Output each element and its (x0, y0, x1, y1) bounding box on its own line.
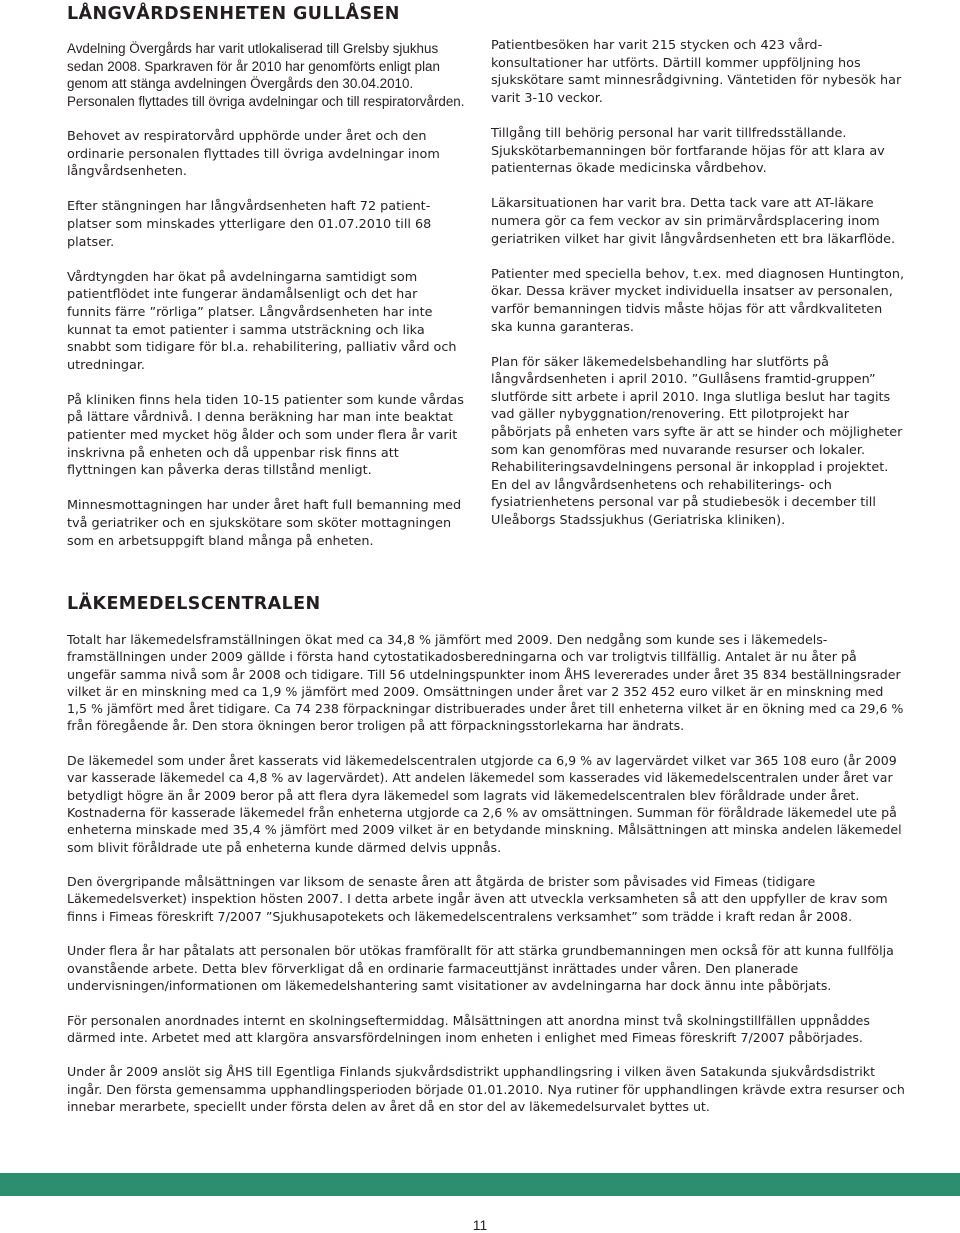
left-column (67, 40, 465, 550)
paragraph: På kliniken finns hela tiden 10-15 patienter som kunde vårdas på lättare vårdnivå. I denna beräkning har man inte beaktat patienter med mycket hög ålder och som under flera år varit inskrivna på enheten och då uppenbar risk finns att flyttningen kan påverka deras tillstånd menligt. (67, 392, 464, 479)
paragraph: Under år 2009 anslöt sig ÅHS till Egentliga Finlands sjukvårdsdistrikt upphandlingsring i vilken även Satakunda sjukvårdsdistrikt ingår. Den första gemensamma upphandlingsperioden började 01.01.2010. Nya rutiner för upphandlingen krävde extra resurser och innebar merarbete, speciellt under första delen av året då en stor del av läkemedelsurvalet byttes ut. (67, 1064, 905, 1115)
paragraph: Patientbesöken har varit 215 stycken och 423 vårdkonsultationer har utförts. Därtill kommer uppföljning hos sjukskötare samt minnesrådgivning. Väntetiden för nybesök har varit 3-10 veckor. (491, 38, 902, 106)
paragraph: Totalt har läkemedelsframställningen ökat med ca 34,8 % jämfört med 2009. Den nedgång som kunde ses i läkemedelsframställningen under 2009 gällde i första hand cytostatikadosberedningarna och var troligtvis tillfällig. Antalet är nu åter på ungefär samma nivå som år 2008 och tidigare. Till 56 utdelningspunkter inom ÅHS levererades under året 35 834 beställningsrader vilket är en minskning med ca 1,9 % jämfört med 2009. Omsättningen under året var 2 352 452 euro vilket är en minskning med 1,5 % jämfört med året tidigare. Ca 74 238 förpackningar distribuerades under året till enheterna vilket är en ökning med ca 29,6 % från föregående år. Den stora ökningen beror troligen på att förpackningsstorlekarna har ändrats. (67, 632, 904, 734)
paragraph: Minnesmottagningen har under året haft full bemanning med två geriatriker och en sjukskötare som sköter mottagningen som en arbetsuppgift bland många på enheten. (67, 498, 462, 549)
paragraph: För personalen anordnades internt en skolningseftermiddag. Målsättningen att anordna minst två skolningstillfällen uppnåddes därmed inte. Arbetet med att klargöra ansvarsfördelningen inom enheten i enlighet med Fimeas föreskrift 7/2007 påbörjades. (67, 1012, 870, 1045)
paragraph: Den övergripande målsättningen var liksom de senaste åren att åtgärda de brister som påvisades vid Fimeas (tidigare Läkemedelsverket) inspektion hösten 2007. I detta arbete ingår även att utveckla verksamheten så att den uppfyller de krav som finns i Fimeas föreskrift 7/2007 ”Sjukhusapotekets och läkemedelscentralens verksamhet” som trädde i kraft redan år 2008. (67, 874, 888, 924)
paragraph: Vårdtyngden har ökat på avdelningarna samtidigt som patientflödet inte fungerar ändamålsenligt och det har funnits färre ”rörliga” platser. Långvårdsenheten har inte kunnat ta emot patienter i samma utsträckning och lika snabbt som tidigare för bl.a. rehabilitering, palliativ vård och utredningar. (67, 269, 457, 373)
paragraph: Läkarsituationen har varit bra. Detta tack vare att AT-läkare numera gör ca fem veckor av sin primärvårdsplacering inom geriatriken vilket har givit långvårdsenheten ett bra läkarflöde. (491, 196, 896, 247)
paragraph: De läkemedel som under året kasserats vid läkemedelscentralen utgjorde ca 6,9 % av lagervärdet vilket var 365 108 euro (år 2009 var kasserade läkemedel ca 4,8 % av lagervärdet). Att andelen läkemedel som kasserades vid läkemedelscentralen under året var betydligt högre än år 2009 beror på att flera dyra läkemedel som lagrats vid läkemedelscentralen blev föråldrade under året. Kostnaderna för kasserade läkemedel från enheterna utgjorde ca 2,6 % av omsättningen. Summan för föråldrade läkemedel ute på enheterna minskade med 35,4 % jämfört med 2009 vilket är en betydande minskning. Målsättningen att minska andelen läkemedel som blivit föråldrade ute på enheterna kunde därmed delvis uppnås. (67, 753, 902, 855)
section-title-lakemedelscentralen: LÄKEMEDELSCENTRALEN (67, 594, 321, 614)
paragraph: Efter stängningen har långvårdsenheten haft 72 patientplatser som minskades ytterligare den 01.07.2010 till 68 platser. (67, 199, 432, 250)
page-number: 11 (472, 1217, 488, 1233)
full-width-text (67, 631, 907, 1115)
right-column (491, 37, 905, 530)
footer-bar (0, 1173, 960, 1196)
section-title-langvardsenheten: LÅNGVÅRDSENHETEN GULLÅSEN (67, 4, 400, 24)
paragraph: Behovet av respiratorvård upphörde under året och den ordinarie personalen flyttades till övriga avdelningar inom långvårdsenheten. (67, 128, 440, 180)
paragraph: Patienter med speciella behov, t.ex. med diagnosen Huntington, ökar. Dessa kräver mycket individuella insatser av personalen, varför bemanningen tidvis måste höjas för att vårdkvaliteten ska kunna garanteras. (491, 266, 905, 335)
paragraph: Tillgång till behörig personal har varit tillfredsställande. Sjukskötarbemanningen bör fortfarande höjas för att klara av patienternas ökade medicinska vårdbehov. (491, 125, 885, 177)
paragraph: Avdelning Övergårds har varit utlokaliserad till Grelsby sjukhus sedan 2008. Sparkraven för år 2010 har genomförts enligt plan genom att stänga avdelningen Övergårds den 30.04.2010. Personalen flyttades till övriga avdelningar och till respiratorvården. (67, 41, 465, 109)
paragraph: Plan för säker läkemedelsbehandling har slutförts på långvårdsenheten i april 2010. ”Gullåsens framtid-gruppen” slutförde sitt arbete i april 2010. Inga slutliga beslut har tagits vad gäller nybyggnation/renovering. Ett pilotprojekt har påbörjats på enheten vars syfte är att se hinder och möjligheter som kan genomföras med nuvarande resurser och lokaler. Rehabiliteringsavdelningens personal är inkopplad i projektet. En del av långvårdsenhetens och rehabiliterings- och fysiatrienhetens personal var på studiebesök i december till Uleåborgs Stadssjukhus (Geriatriska kliniken). (491, 354, 903, 529)
paragraph: Under flera år har påtalats att personalen bör utökas framförallt för att stärka grundbemanningen men också för att kunna fullfölja ovanstående arbete. Detta blev förverkligat då en ordinarie farmaceuttjänst inrättades under våren. Den planerade undervisningen/informationen om läkemedelshantering samt visitationer av avdelningarna har dock ännu inte påbörjats. (67, 943, 894, 993)
